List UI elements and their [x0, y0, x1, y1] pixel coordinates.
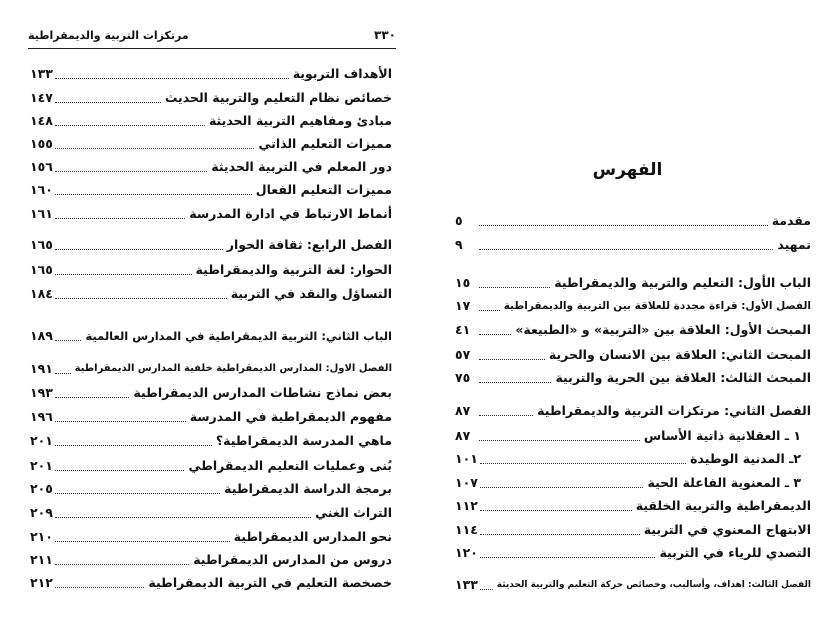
toc-entry-page-number: ٩ [455, 237, 463, 252]
toc-entry-title: الديمقراطية والتربية الخلقية [635, 498, 811, 513]
toc-entry-page-number: ١٦٥ [30, 237, 53, 252]
dot-leader [55, 78, 289, 79]
dot-leader [55, 397, 129, 398]
dot-leader [55, 587, 144, 588]
toc-entry [455, 296, 811, 316]
dot-leader [55, 470, 185, 471]
toc-entry [30, 407, 392, 427]
toc-entry-page-number: ٨٧ [455, 428, 471, 443]
toc-entry-title: التراث الغني [315, 505, 392, 520]
toc-entry [30, 503, 392, 523]
toc-entry-page-number: ٢١٢ [30, 575, 53, 590]
toc-entry-title: تمهيد [777, 237, 811, 252]
toc-entry-title: ماهي المدرسة الديمقراطية؟ [215, 433, 392, 448]
toc-entry-title: الفصل الرابع: ثقافة الحوار [226, 237, 392, 252]
toc-entry [455, 520, 811, 540]
dot-leader [55, 194, 252, 195]
toc-entry [30, 383, 392, 403]
toc-entry [30, 157, 392, 177]
toc-entry-title: دور المعلم في التربية الحديثة [211, 159, 392, 174]
toc-entry-title: خصائص نظام التعليم والتربية الحديث [164, 90, 392, 105]
toc-entry-title: الأهداف التربوية [292, 66, 392, 81]
toc-entry-page-number: ١٤٨ [30, 113, 53, 128]
toc-entry-title: الفصل الاول: المدارس الديمقراطية خلفية المدارس الديمقراطية [74, 363, 392, 374]
toc-entry [455, 401, 811, 421]
toc-entry-page-number: ٢٠٩ [30, 505, 53, 520]
toc-entry-page-number: ١٥٦ [30, 159, 53, 174]
dot-leader [55, 421, 186, 422]
toc-entry-page-number: ٢٠١ [30, 458, 53, 473]
dot-leader [479, 359, 545, 360]
dot-leader [480, 487, 644, 488]
dot-leader [55, 171, 207, 172]
toc-entry-page-number: ١٨٩ [30, 328, 53, 343]
toc-entry-page-number: ١١٤ [455, 522, 478, 537]
dot-leader [479, 382, 551, 383]
toc-entry-title: مبادئ ومفاهيم التربية الحديثة [208, 113, 392, 128]
toc-entry [30, 527, 392, 547]
dot-leader [479, 415, 533, 416]
toc-entry [30, 359, 392, 379]
toc-entry-page-number: ١٨٤ [30, 286, 53, 301]
dot-leader [55, 148, 255, 149]
part-title: التعليم والتربية والديمقراطية [554, 275, 739, 290]
running-title: مرتكزات التربية والديمقراطية [28, 29, 189, 42]
toc-entry [30, 573, 392, 593]
dot-leader [55, 218, 185, 219]
toc-entry-title: ٢ـ المدنية الوطيدة [690, 451, 801, 466]
dot-leader [55, 564, 189, 565]
toc-entry [455, 211, 811, 231]
dot-leader [479, 225, 768, 226]
toc-entry [455, 473, 801, 493]
toc-entry-page-number: ٢١١ [30, 552, 53, 567]
part-label: الباب الثاني: [321, 329, 392, 343]
toc-entry [30, 180, 392, 200]
toc-entry-page-number: ١٣٣ [30, 66, 53, 81]
toc-entry-page-number: ١٦٥ [30, 262, 53, 277]
part-label: الباب الأول: [738, 275, 811, 290]
toc-entry-title: بُنى وعمليات التعليم الديمقراطي [188, 458, 392, 473]
toc-entry-title: المبحث الثاني: العلاقة بين الانسان والحرية [548, 347, 811, 362]
toc-entry-title: الفصل الثاني: مرتكزات التربية والديمقراطية [537, 403, 811, 418]
toc-entry-title [550, 273, 811, 293]
toc-entry [30, 431, 392, 451]
toc-title: الفهرس [592, 160, 663, 180]
toc-entry-title: برمجة الدراسة الديمقراطية [224, 481, 392, 496]
dot-leader [55, 517, 311, 518]
toc-entry [455, 496, 811, 516]
toc-entry-page-number: ١٥٥ [30, 136, 53, 151]
toc-entry-title: ١ ـ العقلانية ذاتية الأساس [643, 428, 801, 443]
toc-entry-page-number: ١٩٣ [30, 385, 53, 400]
toc-entry [455, 543, 811, 563]
dot-leader [55, 445, 212, 446]
dot-leader [55, 373, 71, 374]
toc-entry [455, 235, 811, 255]
toc-entry-page-number: ١٩١ [30, 361, 53, 376]
toc-entry [30, 235, 392, 255]
toc-entry-page-number: ٢١٠ [30, 529, 53, 544]
dot-leader [55, 102, 161, 103]
toc-entry-page-number: ١٠٧ [455, 475, 478, 490]
toc-entry-page-number: ١٦١ [30, 206, 53, 221]
toc-entry-page-number: ٨٧ [455, 403, 471, 418]
toc-entry-title: دروس من المدارس الديمقراطية [193, 552, 392, 567]
toc-entry-page-number: ٢٠١ [30, 433, 53, 448]
toc-entry [30, 111, 392, 131]
dot-leader [55, 125, 205, 126]
dot-leader [480, 534, 640, 535]
toc-entry-title: الابتهاج المعنوي في التربية [643, 522, 811, 537]
toc-entry-title: الفصل الأول: قراءة مجددة للعلاقة بين التربية والديمقراطية [503, 300, 811, 312]
toc-entry-title: التساؤل والنقد في التربية [230, 286, 392, 301]
toc-entry-title: نحو المدارس الديمقراطية [233, 529, 392, 544]
toc-entry [455, 575, 811, 595]
toc-entry-page-number: ٥ [455, 213, 463, 228]
toc-entry [30, 284, 392, 304]
toc-entry-title: مميزات التعليم الذاتي [258, 136, 392, 151]
toc-entry-title: التصدي للرياء في التربية [659, 545, 811, 560]
page-number: ٣٣٠ [374, 28, 396, 42]
toc-entry-page-number: ١١٢ [455, 498, 478, 513]
toc-entry-page-number: ٥٧ [455, 347, 471, 362]
toc-entry-page-number: ٤١ [455, 322, 471, 337]
dot-leader [55, 274, 192, 275]
dot-leader [479, 440, 640, 441]
toc-entry [30, 479, 392, 499]
toc-entry-page-number: ١٧ [455, 298, 471, 313]
toc-entry-title: خصخصة التعليم في التربية الديمقراطية [148, 575, 392, 590]
toc-entry [30, 88, 392, 108]
toc-entry [455, 345, 811, 365]
toc-entry [30, 326, 392, 346]
dot-leader [480, 557, 656, 558]
dot-leader [55, 249, 223, 250]
toc-entry-title: ٣ ـ المعنوية الفاعلة الحية [647, 475, 801, 490]
toc-entry-title: المبحث الأول: العلاقة بين «التربية» و «الطبيعة» [515, 322, 811, 337]
toc-entry [455, 426, 801, 446]
toc-entry-title: الحوار: لغة التربية والديمقراطية [195, 262, 392, 277]
toc-entry-title: المبحث الثالث: العلاقة بين الحرية والتربية [555, 370, 811, 385]
toc-entry-page-number: ١٥ [455, 275, 471, 290]
toc-entry-page-number: ١٩٦ [30, 409, 53, 424]
toc-entry-page-number: ١٤٧ [30, 90, 53, 105]
dot-leader [55, 298, 227, 299]
toc-entry-page-number: ١٠١ [455, 451, 478, 466]
dot-leader [55, 340, 82, 341]
toc-entry-title: مقدمة [771, 213, 811, 228]
right-page [420, 0, 835, 640]
dot-leader [479, 249, 773, 250]
dot-leader [55, 493, 220, 494]
toc-entry [455, 368, 811, 388]
toc-entry-title: أنماط الارتباط في ادارة المدرسة [189, 206, 392, 221]
toc-entry-title: مميزات التعليم الفعال [255, 182, 392, 197]
dot-leader [479, 287, 550, 288]
dot-leader [480, 463, 686, 464]
toc-entry [30, 550, 392, 570]
toc-entry [30, 260, 392, 280]
toc-entry [30, 64, 392, 84]
toc-entry-title: مفهوم الديمقراطية في المدرسة [189, 409, 392, 424]
toc-entry-page-number: ٢٠٥ [30, 481, 53, 496]
toc-entry [30, 456, 392, 476]
dot-leader [55, 541, 230, 542]
dot-leader [480, 589, 493, 590]
toc-entry-page-number: ١٢٠ [455, 545, 478, 560]
toc-entry [30, 134, 392, 154]
toc-entry [455, 273, 811, 293]
toc-entry-title [81, 326, 392, 346]
toc-entry-page-number: ١٦٠ [30, 182, 53, 197]
toc-entry-page-number: ١٣٣ [455, 577, 478, 592]
dot-leader [480, 510, 632, 511]
running-header [28, 26, 396, 49]
dot-leader [479, 334, 511, 335]
toc-entry-page-number: ٧٥ [455, 370, 471, 385]
toc-entry [455, 320, 811, 340]
part-title: التربية الديمقراطية في المدارس العالمية [85, 329, 322, 343]
toc-entry-title: الفصل الثالث: اهداف، وأساليب، وخصائص حركة التعليم والتربية الحديثة [496, 580, 811, 590]
toc-entry-title: بعض نماذج نشاطات المدارس الديمقراطية [133, 385, 392, 400]
toc-entry [30, 204, 392, 224]
dot-leader [479, 310, 500, 311]
toc-entry [455, 449, 801, 469]
